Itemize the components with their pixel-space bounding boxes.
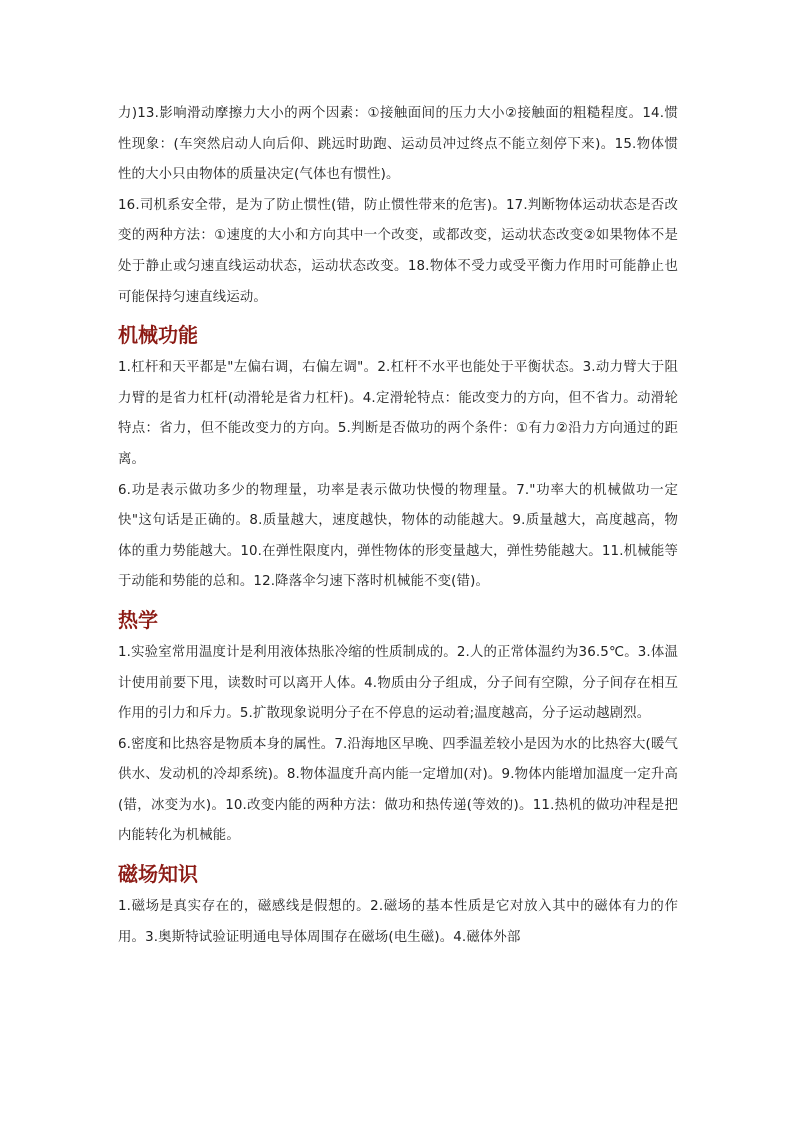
section-heading-thermodynamics: 热学 [118,607,158,632]
paragraph-magnetism-1: 1.磁场是真实存在的，磁感线是假想的。2.磁场的基本性质是它对放入其中的磁体有力的作用。3.奥斯特试验证明通电导体周围存在磁场(电生磁)。4.磁体外部 [118,899,678,945]
section-heading-mechanical-energy: 机械功能 [118,323,198,348]
section-heading-magnetism: 磁场知识 [118,862,198,887]
paragraph-mechanics-continued-1: 力)13.影响滑动摩擦力大小的两个因素：①接触面间的压力大小②接触面的粗糙程度。14.惯性现象：(车突然启动人向后仰、跳远时助跑、运动员冲过终点不能立刻停下来)。15.物体惯性的大小只由物体的质量决定(气体也有惯性)。 [118,106,678,183]
document-body [118,99,678,953]
paragraph-mechanical-energy-1: 1.杠杆和天平都是"左偏右调，右偏左调"。2.杠杆不水平也能处于平衡状态。3.动力臂大于阻力臂的是省力杠杆(动滑轮是省力杠杆)。4.定滑轮特点：能改变力的方向，但不省力。动滑轮特点：省力，但不能改变力的方向。5.判断是否做功的两个条件：①有力②沿力方向通过的距离。 [118,360,678,467]
paragraph-thermodynamics-2: 6.密度和比热容是物质本身的属性。7.沿海地区早晚、四季温差较小是因为水的比热容大(暖气供水、发动机的冷却系统)。8.物体温度升高内能一定增加(对)。9.物体内能增加温度一定升高(错，冰变为水)。10.改变内能的两种方法：做功和热传递(等效的)。11.热机的做功冲程是把内能转化为机械能。 [118,736,678,844]
paragraph-mechanical-energy-2: 6.功是表示做功多少的物理量，功率是表示做功快慢的物理量。7."功率大的机械做功一定快"这句话是正确的。8.质量越大，速度越快，物体的动能越大。9.质量越大，高度越高，物体的重力势能越大。10.在弹性限度内，弹性物体的形变量越大，弹性势能越大。11.机械能等于动能和势能的总和。12.降落伞匀速下落时机械能不变(错)。 [118,482,678,590]
paragraph-thermodynamics-1: 1.实验室常用温度计是利用液体热胀冷缩的性质制成的。2.人的正常体温约为36.5℃。3.体温计使用前要下甩，读数时可以离开人体。4.物质由分子组成，分子间有空隙，分子间存在相互作用的引力和斥力。5.扩散现象说明分子在不停息的运动着;温度越高，分子运动越剧烈。 [118,644,678,722]
paragraph-mechanics-continued-2: 16.司机系安全带，是为了防止惯性(错，防止惯性带来的危害)。17.判断物体运动状态是否改变的两种方法：①速度的大小和方向其中一个改变，或都改变，运动状态改变②如果物体不是处于静止或匀速直线运动状态，运动状态改变。18.物体不受力或受平衡力作用时可能静止也可能保持匀速直线运动。 [118,197,678,305]
